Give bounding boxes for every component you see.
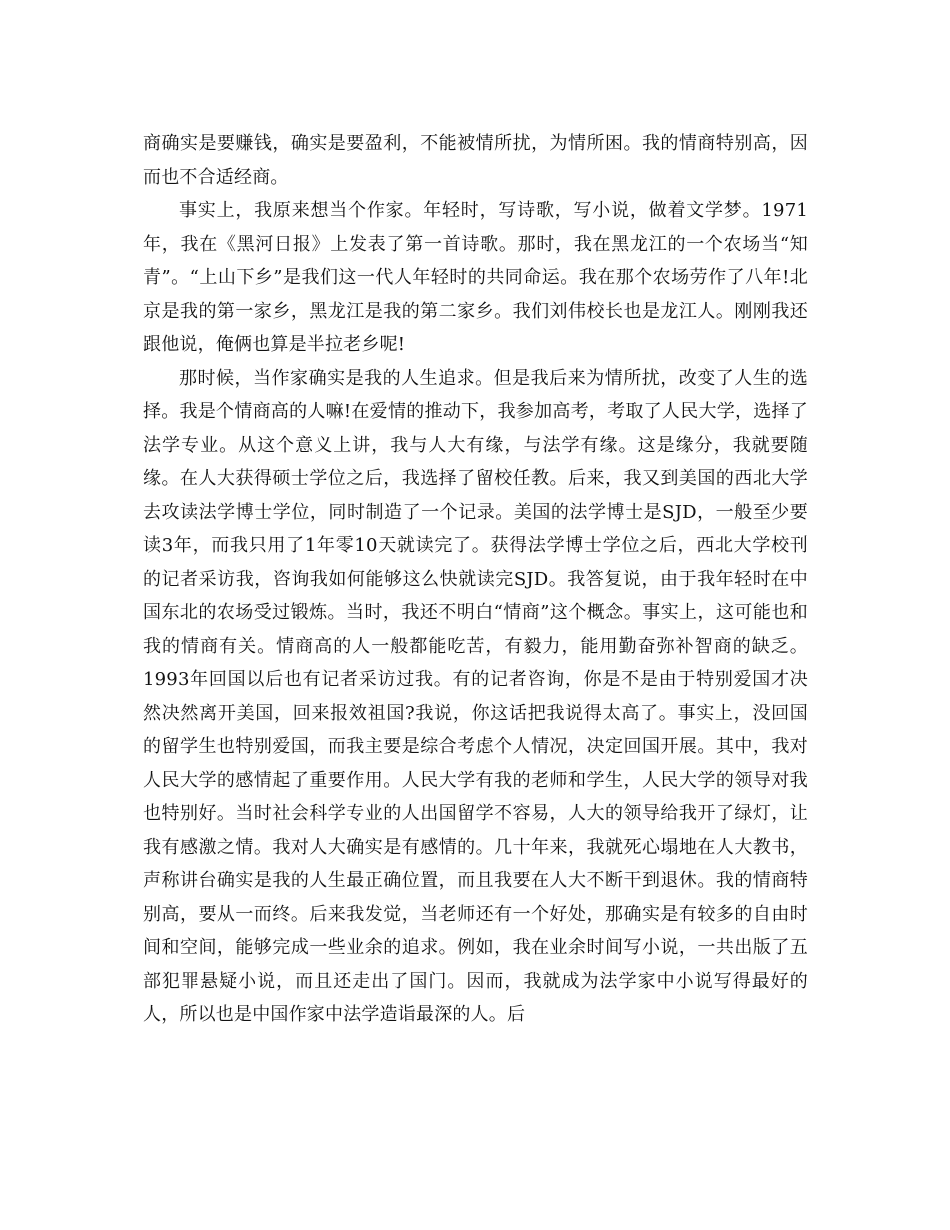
paragraph-writer-dream: 事实上，我原来想当个作家。年轻时，写诗歌，写小说，做着文学梦。1971年，我在《黑河日报》上发表了第一首诗歌。那时，我在黑龙江的一个农场当“知青”。“上山下乡”是我们这一代人年轻时的共同命运。我在那个农场劳作了八年!北京是我的第一家乡，黑龙江是我的第二家乡。我们刘伟校长也是龙江人。刚刚我还跟他说，俺俩也算是半拉老乡呢! <box>143 200 808 355</box>
document-body <box>143 127 808 1032</box>
paragraph-life-choice: 那时候，当作家确实是我的人生追求。但是我后来为情所扰，改变了人生的选择。我是个情商高的人嘛!在爱情的推动下，我参加高考，考取了人民大学，选择了法学专业。从这个意义上讲，我与人大有缘，与法学有缘。这是缘分，我就要随缘。在人大获得硕士学位之后，我选择了留校任教。后来，我又到美国的西北大学去攻读法学博士学位，同时制造了一个记录。美国的法学博士是SJD，一般至少要读3年，而我只用了1年零10天就读完了。获得法学博士学位之后，西北大学校刊的记者采访我，咨询我如何能够这么快就读完SJD。我答复说，由于我年轻时在中国东北的农场受过锻炼。当时，我还不明白“情商”这个概念。事实上，这可能也和我的情商有关。情商高的人一般都能吃苦，有毅力，能用勤奋弥补智商的缺乏。1993年回国以后也有记者采访过我。有的记者咨询，你是不是由于特别爱国才决然决然离开美国，回来报效祖国?我说，你这话把我说得太高了。事实上，没回国的留学生也特别爱国，而我主要是综合考虑个人情况，决定回国开展。其中，我对人民大学的感情起了重要作用。人民大学有我的老师和学生，人民大学的领导对我也特别好。当时社会科学专业的人出国留学不容易，人大的领导给我开了绿灯，让我有感激之情。我对人大确实是有感情的。几十年来，我就死心塌地在人大教书，声称讲台确实是我的人生最正确位置，而且我要在人大不断干到退休。我的情商特别高，要从一而终。后来我发觉，当老师还有一个好处，那确实是有较多的自由时间和空间，能够完成一些业余的追求。例如，我在业余时间写小说，一共出版了五部犯罪悬疑小说，而且还走出了国门。因而，我就成为法学家中小说写得最好的人，所以也是中国作家中法学造诣最深的人。后 <box>143 367 808 1025</box>
paragraph-continuation: 商确实是要赚钱，确实是要盈利，不能被情所扰，为情所困。我的情商特别高，因而也不合适经商。 <box>143 133 808 188</box>
